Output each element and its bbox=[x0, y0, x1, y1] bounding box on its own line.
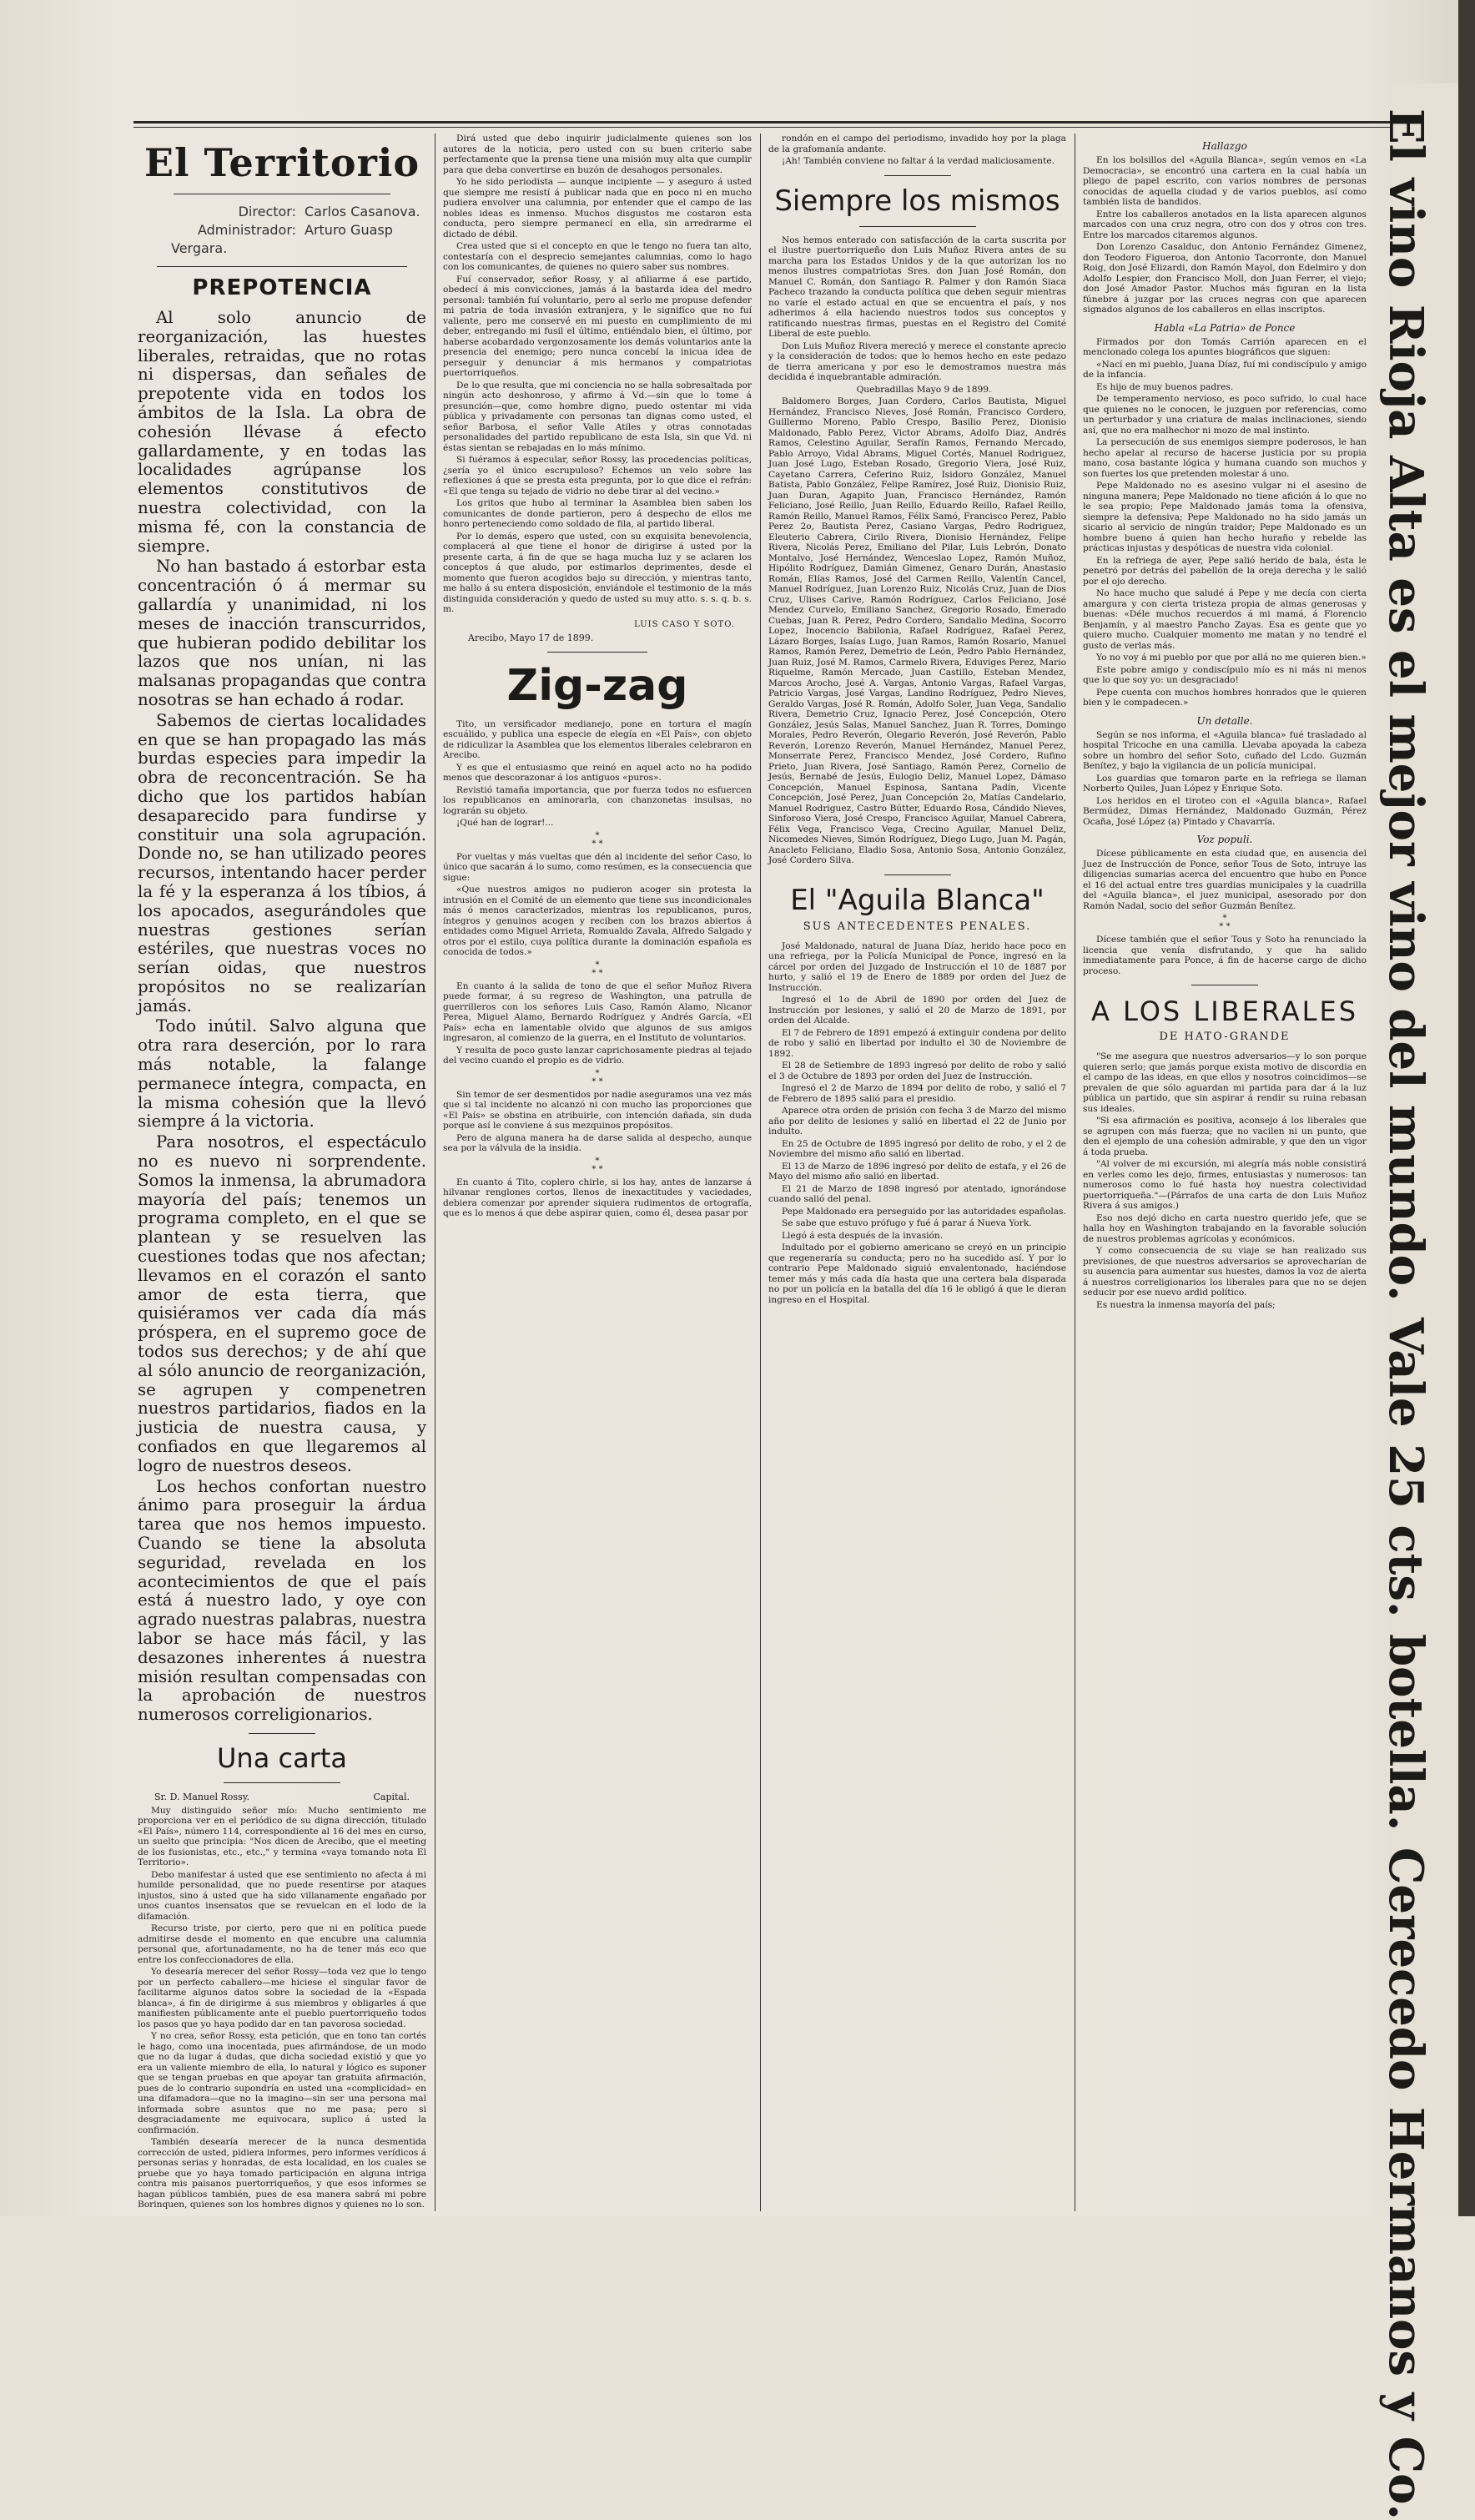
paragraph: También desearía merecer de la nunca desmentida corrección de usted, pidiera informes, pero informes verídicos á personas serias y honradas, de esta localidad, en los cuales se pruebe que yo haya tomado participación en alguna intriga contra mis paisanos puertorriqueños, y que esos informes se hagan públicos también, pues de esa manera sabrá mi pobre Borinquen, quienes son los hombres dignos y quienes no lo son. bbox=[138, 2137, 426, 2210]
paragraph: «Nací en mi pueblo, Juana Díaz, fuí mi condiscípulo y amigo de la infancia. bbox=[1083, 359, 1367, 380]
paragraph: Los guardias que tomaron parte en la refriega se llaman Norberto Quiles, Juan López y Enrique Soto. bbox=[1083, 773, 1367, 794]
separator-stars: * * * bbox=[592, 830, 603, 849]
letter-address bbox=[138, 1792, 426, 1802]
paragraph: El 21 de Marzo de 1898 ingresó por atentado, ignorándose cuando salió del penal. bbox=[768, 1183, 1066, 1204]
headline-aguila-blanca: El "Aguila Blanca" bbox=[790, 883, 1045, 917]
paragraph: Don Luis Muñoz Rivera mereció y merece el constante aprecio y la consideración de todos: que lo hemos hecho en este pedazo de tierra americana y por eso le demostramos nuestra más decidida é inquebrantable admiración. bbox=[768, 340, 1066, 382]
letter-dateline: Arecibo, Mayo 17 de 1899. bbox=[468, 632, 594, 643]
top-rule-thin bbox=[133, 127, 1402, 128]
paragraph: De temperamento nervioso, es poco sufrido, lo cual hace que quienes no le conocen, le juzguen por referencias, como un perturbador y una criatura de malas inclinaciones, siendo así, que no era malhechor ni mozo de mal instinto. bbox=[1083, 394, 1367, 436]
paragraph: Y resulta de poco gusto lanzar caprichosamente piedras al tejado del vecino cuando el propio es de vidrio. bbox=[443, 1045, 752, 1066]
paragraph: Tito, un versificador medianejo, pone en tortura el magín escuálido, y publica una especie de elegía en «El País», con objeto de ridiculizar la Asamblea que los elementos liberales celebraron en Arecibo. bbox=[443, 718, 752, 760]
column-4 bbox=[1083, 134, 1367, 2186]
letter-recipient: Sr. D. Manuel Rossy. bbox=[154, 1791, 249, 1802]
paragraph: Yo desearía merecer del señor Rossy—toda vez que lo tengo por un perfecto caballero—me hiciese el singular favor de facilitarme algunos datos sobre la sociedad de la «Espada blanca», á fin de dirigirme á sus miembros y obligarles á que manifiesten públicamente ante el pueblo puertorriqueño todos los pasos que yo haya podido dar en tan pavorosa sociedad. bbox=[138, 1967, 426, 2029]
paragraph: Debo manifestar á usted que ese sentimiento no afecta á mi humilde personalidad, que no puede resentirse por ataques injustos, sino á usted que ha sido villanamente engañado por unos cuantos insensatos que se revuelcan en el lodo de la difamación. bbox=[138, 1869, 426, 1922]
headline-a-los-liberales: A LOS LIBERALES bbox=[1090, 995, 1359, 1027]
paragraph: Fuí conservador, señor Rossy, y al afiliarme á ese partido, obedecí á mis convicciones, jamás á la bastarda idea del medro personal: también fuí voluntario, pero al serlo me propuse defender mi patria de toda invasión extranjera, y le signifíco que no fuí valiente, pero me conservé en mi puesto en cumplimiento de mi deber, entregando mi fusil el último, entiéndalo bien, el último, por haberse acobardado vergonzosamente los demás voluntarios ante la presencia del enemigo; pero nunca concebí la inicua idea de perseguir y denunciar á mis hermanos y compatriotas puertorriqueños. bbox=[443, 274, 752, 378]
paragraph: José Maldonado, natural de Juana Díaz, herido hace poco en una refriega, por la Policía Municipal de Ponce, ingresó en la cárcel por orden del Juzgado de Instrucción el 10 de 1887 por hurto, y salió el 19 de Enero de 1889 por orden del Juez de Instrucción. bbox=[768, 940, 1066, 993]
dateline: Quebradillas Mayo 9 de 1899. bbox=[856, 384, 992, 395]
paragraph: Revistió tamaña importancia, que por fuerza todos no esfuercen los republicanos en aminorarla, con chanzonetas insulsas, no lograrán su objeto. bbox=[443, 784, 752, 816]
paragraph: "Se me asegura que nuestros adversarios—y lo son porque quieren serlo; que jamás porque exista motivo de discordia en el campo de las ideas, en que ellos y nosotros coincidimos—se prevalen de que sólo aguardan mi partida para dar á la luz pública un partido, que sin aspirar á rendir su ruina rebasan sus ideales. bbox=[1083, 1051, 1367, 1114]
paragraph: Dícese también que el señor Tous y Soto ha renunciado la licencia que venía disfrutando, y que ha salido inmediatamente para Ponce, á fin de hacerse cargo de dicho proceso. bbox=[1083, 935, 1367, 976]
paragraph: En cuanto á la salida de tono de que el señor Muñoz Rivera puede formar, á su regreso de Washington, una patrulla de guerrilleros con los señores Luis Caso, Ramón Alamo, Nicanor Perea, Miguel Alamo, Bernardo Rodríguez y Andrés García, «El País» echa en lamentable olvido que algunos de sus amigos ingresaron, al comienzo de la guerra, en el Instituto de voluntarios. bbox=[443, 980, 752, 1043]
divider bbox=[249, 1733, 315, 1734]
paragraph: Sin temor de ser desmentidos por nadie aseguramos una vez más que si tal incidente no alcanzó ni con mucho las proporciones que «El País» se obstina en atribuirle, con intención dañada, sin duda porque así le conviene á sus mezquinos propósitos. bbox=[443, 1089, 752, 1131]
signatories: Baldomero Borges, Juan Cordero, Carlos Bautista, Miguel Hernández, Francisco Nieves, José Román, Francisco Cordero, Guillermo Moreno, Pablo Crespo, Basilio Perez, Dionisio Maldonado, Pablo Perez, Victor Abrams, Adolfo Diaz, Andrés Ramos, Celestino Aguilar, Serafín Ramos, Fernando Mercado, Pablo Arroyo, Vidal Abrams, Miguel Cortés, Manuel Rodriguez, Juan José Lugo, Esteban Rosado, Gregorio Viera, José Ruiz, Cayetano Carrera, Ceferino Ruiz, Isidoro González, Manuel Batista, Pablo González, Felipe Ramírez, José Ruiz, Dionisio Ruiz, Juan Duran, Agapito Juan, Francisco Hernández, Ramón Feliciano, José Reillo, Juan Reillo, Eduardo Reillo, Rafael Reillo, Ramón Reillo, Manuel Ramos, Félix Samó, Francisco Perez, Pablo Perez 2o, Bautista Perez, Casiano Vargas, Pedro Rodriguez, Eleuterio Cabrera, Cirilo Rivera, Dionisio Hernández, Felipe Rivera, Nicolás Perez, Emiliano del Pilar, Luis Lebrón, Donato Montalvo, José Hernández, Wenceslao Lopez, Ramón Muñoz, Hipólito Rodríguez, Damián Gimenez, Genaro Durán, Anastasio Román, Elías Ramos, José del Carmen Reillo, Valentín Cancel, Manuel Rodríguez, Juan Lorenzo Ruiz, Nicolás Cruz, Juan de Dios Cruz, Ulises Carive, Ramón Rodríguez, Carlos Feliciano, José Mendez Curvelo, Emiliano Sanchez, Gregorio Rosado, Emerado Cuebas, Juan R. Perez, Pedro Cordero, Sandalio Medina, Socorro Lopez, Inocencio Babilonia, Rafael Rodríguez, Rafael Perez, Lázaro Borges, Isaías Lugo, Juan Ramos, Ramón Rosario, Manuel Ramos, Ramón Perez, Demetrio de León, Pedro Pablo Hernández, Juan Ruiz, José M. Ramos, Carmelo Rivera, Eduviges Perez, Mario Riquelme, Ramón Mercado, Juan Castillo, Esteban Mendez, Marcos Arocho, José A. Vargas, Antonio Vargas, Rafael Vargas, Patricio Vargas, José Vargas, Landino Rodríguez, Pedro Nieves, Geraldo Vargas, José R. Román, Adolfo Soler, Juan Vega, Sandalio Rivera, Demetrio Cruz, Ignacio Perez, José Concepción, Otero González, Jesús Salas, Manuel Sanchez, Juan R. Torres, Domingo Morales, Pedro Reverón, Olegario Reverón, José Reverón, Pablo Reverón, Lorenzo Reverón, Manuel Hernández, Manuel Perez, Monserrate Perez, Francisco Mendez, José Cordero, Rufino Prieto, Juan Rivera, José Santiago, Ramón Perez, Cornelio de Jesús, Bernabé de Jesús, Eulogio Deliz, Manuel Lopez, Dámaso Concepción, Manuel Espinosa, Santana Padín, Vicente Concepción, José Perez, Juan Concepción 2o, Matías Candelario, Manuel Rodriguez, Castro Bútter, Eduardo Rosa, Cándido Nieves, Sinforoso Viera, José Crespo, Francisco Aguilar, Manuel Cabrera, Félix Vega, Francisco Vega, Crecino Aguilar, Manuel Deliz, Nicomedes Nieves, Simón Rodríguez, Diego Lugo, Juan M. Pagán, Anacleto Feliciano, Eladio Sosa, Antonio Sosa, Antonio González, José Cordero Silva. bbox=[768, 396, 1066, 865]
paragraph: Pepe cuenta con muchos hombres honrados que le quieren bien y le compadecen.» bbox=[1083, 687, 1367, 708]
paragraph: Crea usted que si el concepto en que le tengo no fuera tan alto, contestaría con el desprecio semejantes calumnias, como lo hago con los comunicantes, de quienes no quiero saber sus nombres. bbox=[443, 241, 752, 272]
top-rule bbox=[133, 121, 1402, 123]
divider bbox=[157, 266, 407, 267]
paragraph: Recurso triste, por cierto, pero que ni en política puede admitirse desde el momento en que encubre una calumnia personal que, afortunadamente, no ha de tener más eco que entre los confeccionadores de ella. bbox=[138, 1923, 426, 1965]
paragraph: Muy distinguido señor mío: Mucho sentimiento me proporciona ver en el periódico de su digna dirección, titulado «El País», número 114, correspondiente al 16 del mes en curso, un suelto que principia: "Nos dicen de Arecibo, que el meeting de los fusionistas, etc., etc.," y termina «vaya tomando nota El Territorio». bbox=[138, 1805, 426, 1868]
paragraph: Por lo demás, espero que usted, con su exquisita benevolencia, complacerá al que tiene el honor de dirigirse á usted por la presente carta, á fin de que se haga mucha luz y se aclaren los conceptos á que aludo, por estimarlos deprimentes, desde el momento que fueron acogidos bajo su dirección, y mientras tanto, me hallo á su entera disposición, enviándole el testimonio de la más distinguida consideración y quedo de usted su muy atto. s. s. q. b. s. m. bbox=[443, 531, 752, 614]
separator-stars: * * * bbox=[592, 1068, 603, 1086]
paragraph: Firmados por don Tomás Carrión aparecen en el mencionado colega los apuntes biográficos que siguen: bbox=[1083, 336, 1367, 357]
paragraph: Es hijo de muy buenos padres. bbox=[1096, 381, 1234, 392]
paragraph: Yo no voy á mi pueblo por que por allá no me quieren bien.» bbox=[1096, 653, 1367, 663]
paragraph: En cuanto á Tito, coplero chirle, si los hay, antes de lanzarse á hilvanar renglones cortos, llenos de inexactitudes y vaciedades, debiera comenzar por aprender siquiera rudimentos de ortografía, que es lo menos á que debe aspirar quien, como él, desea pasar por bbox=[443, 1177, 752, 1218]
paragraph: No hace mucho que saludé á Pepe y me decía con cierta amargura y con cierta tristeza propia de almas generosas y buenas: «Déle muchos recuerdos á mi mamá, á Florencio Benjamín, y al maestro Pancho Zayas. Esa es gente que yo quiero mucho. Cualquier momento me matan y no tendré el gusto de verlas más. bbox=[1083, 588, 1367, 651]
headline-siempre-los-mismos: Siempre los mismos bbox=[774, 184, 1060, 218]
separator-stars: * * * bbox=[1219, 914, 1231, 931]
divider bbox=[859, 226, 976, 227]
paragraph: Según se nos informa, el «Aguila blanca» fué trasladado al hospital Tricoche en una camilla. Llevaba apoyada la cabeza sobre un hombro del señor Soto, cuñado del Lcdo. Guzmán Benítez, y bajo la vigilancia de un policía municipal. bbox=[1083, 729, 1367, 771]
paragraph: Al solo anuncio de reorganización, las huestes liberales, retraidas, que no rotas ni dispersas, dan señales de prepotente vida en todos los ámbitos de la Isla. La obra de cohesión llévase á efecto gallardamente, y en todas las localidades agrúpanse los elementos constitutivos de nuestra colectividad, con la misma fé, con la constancia de siempre. bbox=[138, 308, 426, 556]
letter-signature: LUIS CASO Y SOTO. bbox=[634, 619, 735, 629]
paragraph: Ingresó el 2 de Marzo de 1894 por delito de robo, y salió el 7 de Febrero de 1895 salió para el presidio. bbox=[768, 1083, 1066, 1104]
headline-prepotencia: PREPOTENCIA bbox=[192, 275, 372, 300]
paragraph: Nos hemos enterado con satisfacción de la carta suscrita por el ilustre puertorriqueño don Luis Muñoz Rivera antes de su marcha para los Estados Unidos y de la que autorizan los no menos ilustres compatriotas Sres. don Juan José Román, don Manuel C. Román, don Santiago R. Palmer y don Ramón Siaca Pacheco trazando la conducta política que deben seguir mientras no varíe el estado actual en que se encuentra el país, y nos adherimos á ella haciendo nuestros todos sus conceptos y ratificando nuestras firmas, puestas en el Registro del Comité Liberal de este pueblo. bbox=[768, 234, 1066, 339]
divider bbox=[224, 1782, 340, 1783]
paragraph: De lo que resulta, que mi conciencia no se halla sobresaltada por ningún acto deshonroso, y afirmo á Vd.—sin que lo tome á presunción—que, como hombre digno, puedo ostentar mi vida pública y privadamente con personas tan dignas como usted, el señor Barbosa, el señor Valle Atiles y otras connotadas personalidades del partido republicano de esta Isla, sin que Vd. ni éstas sientan se rebajadas en lo más mínimo. bbox=[443, 380, 752, 453]
masthead-title: El Territorio bbox=[143, 140, 420, 185]
paragraph: El 13 de Marzo de 1896 ingresó por delito de estafa, y el 26 de Mayo del mismo año salió en libertad. bbox=[768, 1161, 1066, 1182]
subheadline-hato-grande: DE HATO-GRANDE bbox=[1159, 1031, 1291, 1043]
paragraph: Don Lorenzo Casalduc, don Antonio Fernández Gimenez, don Teodoro Figueroa, don Antonio Tacorronte, don Manuel Roig, don José Elizardi, don Ramón Mayol, don Edelmiro y don Adolfo Lespier, don Francisco Moll, don Juan Ferrer, el viejo; don José Amador Pastor. Muchos más figuran en la lista fúnebre á juzgar por las cruces negras con que aparecen signados algunos de los caballeros en ellas inscriptos. bbox=[1083, 242, 1367, 315]
paragraph: Yo he sido periodista — aunque incipiente — y aseguro á usted que siempre me resistí á publicar nada que en poco ni en mucho pudiera envolver una calumnia, por entender que el campo de las nobles ideas es inmenso. Muchos disgustos me costaron esta conducta, pero siempre permanecí en ella, sin arredrarme el dictado de débil. bbox=[443, 177, 752, 239]
paragraph: «Que nuestros amigos no pudieron acoger sin protesta la intrusión en el Comité de un elemento que tiene sus incondicionales más ó menos caracterizados, mientras los republicanos, puros, íntegros y genuinos acogen y reciben con los brazos abiertos á entidades como Miguel Arrieta, Romualdo Zavala, Alfredo Salgado y otros por el estilo, cuya política durante la dominación española es conocida de todos.» bbox=[443, 885, 752, 957]
heading-voz-populi: Voz populi. bbox=[1196, 834, 1253, 845]
paragraph: Pero de alguna manera ha de darse salida al despecho, aunque sea por la válvula de la insidia. bbox=[443, 1132, 752, 1153]
paragraph: "Al volver de mi excursión, mi alegría más noble consistirá en verles como les dejo, firmes, entusiastas y numerosos: tan numerosos como lo fué hasta hoy nuestra colectividad puertorriqueña."—(Párrafos de una carta de don Luis Muñoz Rivera á sus amigos.) bbox=[1083, 1159, 1367, 1211]
divider bbox=[884, 874, 951, 875]
page-edge bbox=[1458, 0, 1475, 2216]
paragraph: ¡Qué han de lograr!... bbox=[456, 818, 554, 828]
letter-place: Capital. bbox=[373, 1791, 410, 1802]
divider bbox=[884, 175, 951, 176]
paragraph: Dícese públicamente en esta ciudad que, en ausencia del Juez de Instrucción de Ponce, señor Tous de Soto, intruye las diligencias sumarias acerca del encuentro que hubo en Ponce el 16 del actual entre tres guardias municipales y la cuadrilla del «Aguila blanca», el juez municipal, asesorado por don Ramón Nadal, socio del señor Guzmán Benítez. bbox=[1083, 849, 1367, 911]
paragraph: Ingresó el 1o de Abril de 1890 por orden del Juez de Instrucción por lesiones, y salió el 20 de Marzo de 1891, por orden del Alcalde. bbox=[768, 995, 1066, 1026]
separator-stars: * * * bbox=[592, 960, 603, 978]
paragraph: Por vueltas y más vueltas que dén al incidente del señor Caso, lo único que sacarán á lo sumo, como resúmen, es la consecuencia que sigue: bbox=[443, 851, 752, 883]
article-una-carta bbox=[138, 1806, 426, 2210]
paragraph: Pepe Maldonado era perseguido por las autoridades españolas. bbox=[782, 1206, 1066, 1217]
column-3 bbox=[768, 134, 1066, 2186]
paragraph: Los heridos en el tiroteo con el «Aguila blanca», Rafael Bermúdez, Dimas Hernández, Maldonado Guzmán, Pérez Ocaña, José López (a) Pintado y Chavarría. bbox=[1083, 795, 1367, 827]
staff-director: Director: Carlos Casanova. bbox=[238, 204, 420, 219]
paragraph: Es nuestra la inmensa mayoría del país; bbox=[1096, 1299, 1276, 1310]
paragraph: Dirá usted que debo inquirir judicialmente quienes son los autores de la noticia, pero usted con su buen criterio sabe perfectamente que la prensa tiene una misión muy alta que cumplir para que deba convertirse en buzón de desahogos personales. bbox=[443, 134, 752, 175]
headline-zig-zag: Zig-zag bbox=[506, 660, 688, 711]
paragraph: Llegó á esta después de la invasión. bbox=[782, 1230, 944, 1241]
paragraph: Los hechos confortan nuestro ánimo para proseguir la árdua tarea que nos hemos impuesto. Cuando se tiene la absoluta seguridad, revelada en los acontecimientos de que el país está á nuestro lado, y oye con agrado nuestras palabras, nuestra labor se hace más fácil, y las desazones inherentes á nuestra misión resultan compensadas con la aprobación de nuestros numerosos correligionarios. bbox=[138, 1476, 426, 1725]
paragraph: ¡Ah! También conviene no faltar á la verdad maliciosamente. bbox=[782, 156, 1055, 166]
paragraph: En los bolsillos del «Aguila Blanca», según vemos en «La Democracia», se encontró una cartera en la cual había un pliego de papel escrito, con varios nombres de personas conocidas de aquella ciudad y de varios pueblos, así como también lista de bandidos. bbox=[1083, 155, 1367, 207]
paragraph: Se sabe que estuvo prófugo y fué á parar á Nueva York. bbox=[782, 1218, 1032, 1228]
paragraph: Eso nos dejó dicho en carta nuestro querido jefe, que se halla hoy en Washington trabajando en la favorable solución de nuestros problemas agrícolas y económicos. bbox=[1083, 1212, 1367, 1244]
paragraph: Y no crea, señor Rossy, esta petición, que en tono tan cortés le hago, como una inocentada, pues afirmándose, de un modo que no da lugar á dudas, que dicha sociedad existió y que yo era un valiente miembro de ella, lo natural y lógico es suponer que se tengan pruebas en que apoyar tan gratuita afirmación, pues de lo contrario supondría en usted una «complicidad» en una difamadora—que no la imagino—sin ser una persona mal informada sobre asuntos que no me pasa; pero si desgraciadamente me equivocara, suplico á usted la confirmación. bbox=[138, 2031, 426, 2135]
paragraph: Los gritos que hubo al terminar la Asamblea bien saben los comunicantes de donde partieron, pero á despecho de ellos me honro perteneciendo como soldado de fila, al partido liberal. bbox=[443, 498, 752, 529]
paragraph: Aparece otra orden de prisión con fecha 3 de Marzo del mismo año por delito de lesiones y salió en libertad el 22 de Junio por indulto. bbox=[768, 1106, 1066, 1137]
paragraph: Este pobre amigo y condiscípulo mío es ni más ni menos que lo que soy yo: un desgraciado! bbox=[1083, 664, 1367, 685]
paragraph: Sabemos de ciertas localidades en que se han propagado las más burdas especies para impedir la obra de reconcentración. Se ha dicho que los partidos habían desaparecido para fundirse y constituir una sola agrupación. Donde no, se han utilizado peores recursos, intentando hacer perder la fé y la esperanza á los tíbios, á los apocados, asegurándoles que nuestras gestiones serían estériles, que nuestras voces no serían oidas, que nuestros propósitos no se realizarían jamás. bbox=[138, 710, 426, 1016]
divider bbox=[547, 652, 647, 653]
paragraph: En la refriega de ayer, Pepe salió herido de bala, ésta le penetró por detrás del pabellón de la oreja derecha y le salió por el ojo derecho. bbox=[1083, 555, 1367, 587]
paragraph: Para nosotros, el espectáculo no es nuevo ni sorprendente. Somos la inmensa, la abrumadora mayoría del país; tenemos un programa completo, en el que se plantean y se resuelven las cuestiones todas que nos afectan; llevamos en el corazón el santo amor de esta tierra, que quisiéramos ver cada día más próspera, en el supremo goce de todos sus derechos; y de ahí que al sólo anuncio de reorganización, se agrupen y compenetren nuestros partidarios, fiados en la justicia de nuestra causa, y confiados en que llegaremos al logro de nuestros deseos. bbox=[138, 1132, 426, 1475]
paragraph: Entre los caballeros anotados en la lista aparecen algunos marcados con una cruz negra, otro con dos y otros con tres. Entre los marcados citaremos algunos. bbox=[1083, 209, 1367, 240]
paragraph: Pepe Maldonado no es asesino vulgar ni el asesino de ninguna manera; Pepe Maldonado no tiene afición á lo que no le sea propio; Pepe Maldonado jamás toma la ofensiva, siempre la defensiva; Pepe Maldonado no ha sido jamás un sicario al servicio de ningún traidor; Pepe Maldonado es un hombre bueno á quien han hecho huraño y rebelde las prácticas injustas y despóticas de nuestra vida colonial. bbox=[1083, 481, 1367, 553]
paragraph: Todo inútil. Salvo alguna que otra rara deserción, por lo rara más notable, la falange permanece íntegra, compacta, en la misma cohesión que la llevó siempre á la victoria. bbox=[138, 1016, 426, 1131]
heading-habla-la-patria: Habla «La Patria» de Ponce bbox=[1154, 321, 1296, 334]
staff-list bbox=[138, 203, 426, 258]
column-2 bbox=[443, 134, 752, 2186]
heading-un-detalle: Un detalle. bbox=[1196, 714, 1253, 727]
paragraph: rondón en el campo del periodismo, invadido hoy por la plaga de la grafomanía andante. bbox=[768, 134, 1066, 154]
column-divider bbox=[760, 134, 761, 2211]
paragraph: Y como consecuencia de su viaje se han realizado sus previsiones, de que nuestros adversarios se aprovecharían de su ausencia para aumentar sus huestes, damos la voz de alerta á nuestros correligionarios los liberales para que no se dejen seducir por ese nuevo ardid político. bbox=[1083, 1246, 1367, 1298]
article-prepotencia bbox=[138, 309, 426, 1725]
paragraph: El 28 de Setiembre de 1893 ingresó por delito de robo y salió el 3 de Octubre de 1893 por orden del Juez de Instrucción. bbox=[768, 1061, 1066, 1081]
separator-stars: * * * bbox=[592, 1156, 603, 1174]
paragraph: Si fuéramos á especular, señor Rossy, las procedencias políticas, ¿sería yo el único escrupuloso? Echemos un velo sobre las reflexiones á que se presta esta pregunta, por lo que dice el refrán: «El que tenga su tejado de vidrio no debe tirar al del vecino.» bbox=[443, 455, 752, 496]
margin-advertisement: El vino Rioja Alta es el mejor vino del mundo. Vale 25 cts. botella. Cerecedo Hermanos y Co. bbox=[1378, 108, 1433, 2520]
paragraph: No han bastado á estorbar esta concentración ó á mermar su gallardía y unanimidad, ni los meses de inacción transcurridos, que hubieran podido debilitar los lazos que nos unían, ni las malsanas propagandas que contra nosotras se han echado á rodar. bbox=[138, 557, 426, 709]
paragraph: En 25 de Octubre de 1895 ingresó por delito de robo, y el 2 de Noviembre del mismo año salió en libertad. bbox=[768, 1138, 1066, 1159]
paragraph: Y es que el entusiasmo que reinó en aquel acto no ha podido menos que descorazonar á los antiguos «puros». bbox=[443, 762, 752, 783]
paragraph: El 7 de Febrero de 1891 empezó á extinguir condena por delito de robo y salió en libertad por indulto el 30 de Noviembre de 1892. bbox=[768, 1027, 1066, 1059]
subheadline-antecedentes: SUS ANTECEDENTES PENALES. bbox=[803, 920, 1032, 933]
paragraph: La persecución de sus enemigos siempre poderosos, le han hecho apelar al recurso de hacerse justicia por su propia mano, cosa bastante lógica y humana cuando son muchos y son fuertes los que pretenden molestar á uno. bbox=[1083, 437, 1367, 479]
heading-hallazgo: Hallazgo bbox=[1202, 140, 1247, 152]
paragraph: Indultado por el gobierno americano se creyó en un principio que regeneraría su conducta; pero no ha sucedido así. Y por lo contrario Pepe Maldonado siguió envalentonado, haciéndose temer más y más cada día hasta que una certera bala disparada no por un policía en la batalla del día 16 le obligó á que le dieran ingreso en el Hospital. bbox=[768, 1242, 1066, 1305]
paragraph: "Si esa afirmación es positiva, aconsejo á los liberales que se agrupen con más fuerza; que no vacilen ni un punto, que den el ejemplo de una cohesión admirable, y que den un vigor á toda prueba. bbox=[1083, 1116, 1367, 1157]
staff-administrator: Administrador: Arturo Guasp Vergara. bbox=[171, 222, 393, 256]
column-1 bbox=[138, 134, 426, 2210]
headline-una-carta: Una carta bbox=[217, 1741, 347, 1774]
